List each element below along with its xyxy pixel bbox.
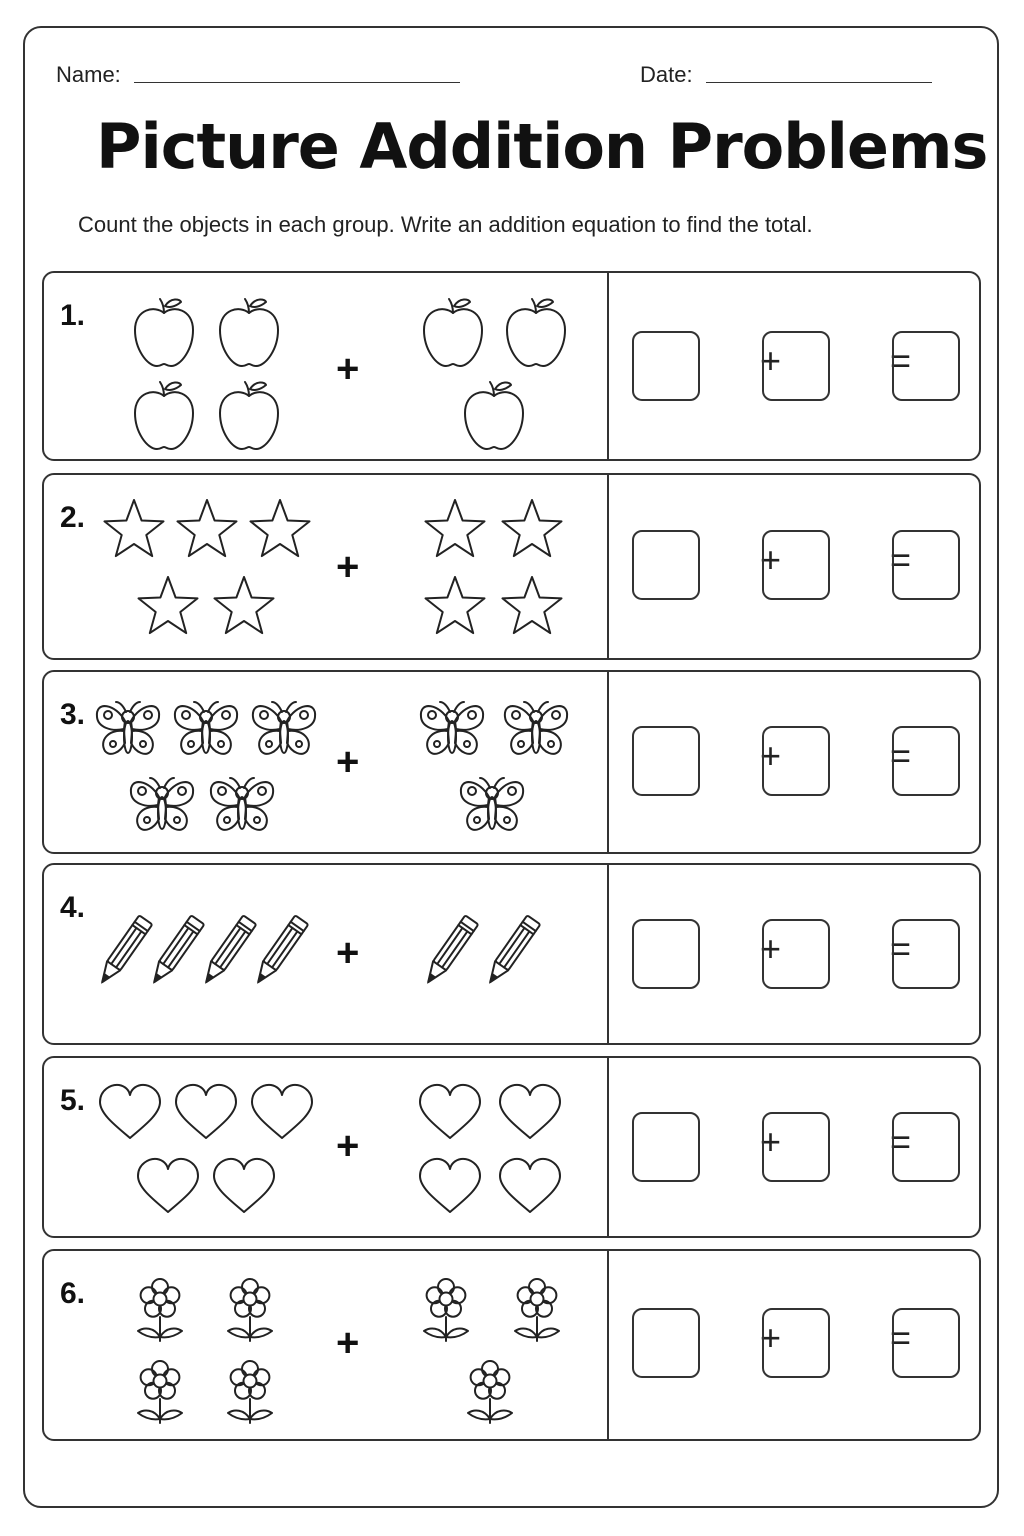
butterfly-icon	[97, 702, 159, 754]
equation-equals: =	[890, 1121, 912, 1162]
problem-1-pictures	[44, 273, 604, 459]
heart-icon	[420, 1159, 480, 1212]
equation-plus: +	[760, 1317, 782, 1358]
equation-plus: +	[760, 735, 782, 776]
butterfly-icon	[211, 778, 273, 830]
answer-box-sum[interactable]	[892, 1112, 960, 1182]
heart-icon	[176, 1085, 236, 1138]
apple-icon	[424, 299, 482, 366]
answer-box-addend-1[interactable]	[632, 919, 700, 989]
date-field-line[interactable]	[706, 82, 932, 83]
flower-icon	[138, 1361, 182, 1423]
equation-equals: =	[890, 340, 912, 381]
answer-box-sum[interactable]	[892, 919, 960, 989]
butterfly-icon	[421, 702, 483, 754]
answer-box-sum[interactable]	[892, 1308, 960, 1378]
butterfly-icon	[175, 702, 237, 754]
problem-row-1	[42, 271, 981, 461]
pencil-icon	[96, 915, 153, 986]
heart-icon	[500, 1159, 560, 1212]
page-title: Picture Addition Problems	[96, 110, 988, 183]
pencil-icon	[252, 915, 309, 986]
group-plus-sign: +	[336, 347, 360, 391]
flower-icon	[138, 1279, 182, 1341]
row-divider	[607, 672, 609, 852]
star-icon	[215, 577, 274, 633]
star-icon	[178, 500, 237, 556]
flower-icon	[424, 1279, 468, 1341]
heart-icon	[420, 1085, 480, 1138]
equation-2	[632, 530, 962, 602]
equation-3	[632, 726, 962, 798]
answer-box-addend-1[interactable]	[632, 1308, 700, 1378]
equation-5	[632, 1112, 962, 1184]
equation-plus: +	[760, 928, 782, 969]
answer-box-addend-2[interactable]	[762, 919, 830, 989]
row-divider	[607, 273, 609, 459]
problem-number: 1.	[60, 299, 86, 332]
problem-5-pictures	[44, 1058, 604, 1236]
butterfly-icon	[461, 778, 523, 830]
problem-row-2	[42, 473, 981, 660]
answer-box-sum[interactable]	[892, 331, 960, 401]
problem-row-5	[42, 1056, 981, 1238]
flower-icon	[228, 1279, 272, 1341]
star-icon	[251, 500, 310, 556]
problem-number: 6.	[60, 1277, 86, 1310]
answer-box-addend-2[interactable]	[762, 1308, 830, 1378]
problem-number: 2.	[60, 501, 86, 534]
group-plus-sign: +	[336, 740, 360, 784]
heart-icon	[214, 1159, 274, 1212]
name-field-line[interactable]	[134, 82, 460, 83]
row-divider	[607, 1058, 609, 1236]
problem-row-6	[42, 1249, 981, 1441]
problem-row-4	[42, 863, 981, 1045]
group-plus-sign: +	[336, 931, 360, 975]
flower-icon	[515, 1279, 559, 1341]
butterfly-icon	[253, 702, 315, 754]
group-plus-sign: +	[336, 545, 360, 589]
pencil-icon	[484, 915, 541, 986]
apple-icon	[465, 382, 523, 449]
heart-icon	[252, 1085, 312, 1138]
pencil-icon	[148, 915, 205, 986]
answer-box-sum[interactable]	[892, 530, 960, 600]
row-divider	[607, 865, 609, 1043]
answer-box-sum[interactable]	[892, 726, 960, 796]
date-label: Date:	[640, 62, 693, 87]
flower-icon	[468, 1361, 512, 1423]
answer-box-addend-2[interactable]	[762, 331, 830, 401]
star-icon	[503, 577, 562, 633]
pencil-icon	[200, 915, 257, 986]
problem-3-pictures	[44, 672, 604, 852]
heart-icon	[138, 1159, 198, 1212]
equation-equals: =	[890, 735, 912, 776]
problem-2-pictures	[44, 475, 604, 658]
answer-box-addend-1[interactable]	[632, 331, 700, 401]
answer-box-addend-2[interactable]	[762, 1112, 830, 1182]
name-label: Name:	[56, 62, 121, 87]
apple-icon	[135, 382, 193, 449]
equation-plus: +	[760, 1121, 782, 1162]
problem-row-3	[42, 670, 981, 854]
row-divider	[607, 475, 609, 658]
answer-box-addend-1[interactable]	[632, 726, 700, 796]
pencil-icon	[422, 915, 479, 986]
answer-box-addend-1[interactable]	[632, 530, 700, 600]
group-plus-sign: +	[336, 1321, 360, 1365]
star-icon	[503, 500, 562, 556]
apple-icon	[135, 299, 193, 366]
group-plus-sign: +	[336, 1124, 360, 1168]
butterfly-icon	[505, 702, 567, 754]
apple-icon	[220, 299, 278, 366]
instructions: Count the objects in each group. Write an addition equation to find the total.	[78, 212, 813, 237]
answer-box-addend-2[interactable]	[762, 726, 830, 796]
row-divider	[607, 1251, 609, 1439]
problem-number: 5.	[60, 1084, 86, 1117]
star-icon	[426, 577, 485, 633]
equation-6	[632, 1308, 962, 1380]
star-icon	[139, 577, 198, 633]
heart-icon	[500, 1085, 560, 1138]
answer-box-addend-1[interactable]	[632, 1112, 700, 1182]
equation-equals: =	[890, 928, 912, 969]
heart-icon	[100, 1085, 160, 1138]
equation-plus: +	[760, 539, 782, 580]
star-icon	[426, 500, 485, 556]
equation-equals: =	[890, 1317, 912, 1358]
flower-icon	[228, 1361, 272, 1423]
equation-plus: +	[760, 340, 782, 381]
answer-box-addend-2[interactable]	[762, 530, 830, 600]
problem-number: 4.	[60, 891, 86, 924]
apple-icon	[220, 382, 278, 449]
equation-1	[632, 331, 962, 403]
butterfly-icon	[131, 778, 193, 830]
apple-icon	[507, 299, 565, 366]
star-icon	[105, 500, 164, 556]
problem-number: 3.	[60, 698, 86, 731]
equation-equals: =	[890, 539, 912, 580]
equation-4	[632, 919, 962, 991]
problem-4-pictures	[44, 865, 604, 1043]
problem-6-pictures	[44, 1251, 604, 1439]
